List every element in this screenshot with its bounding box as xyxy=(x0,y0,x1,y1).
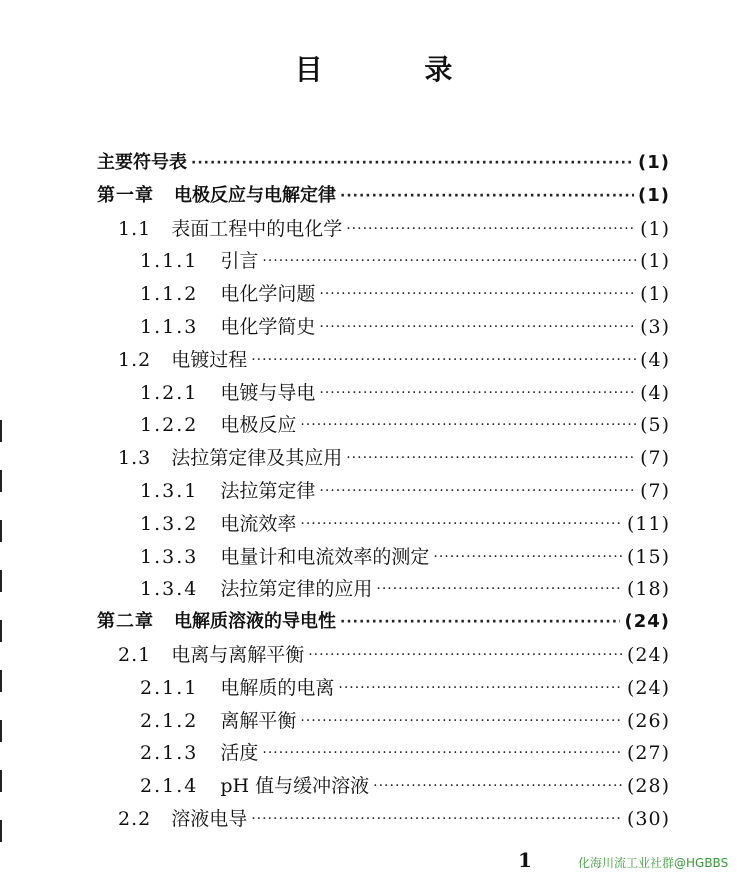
toc-entry-title: 电极反应 xyxy=(220,414,297,437)
dot-leader xyxy=(340,181,634,211)
toc-entry-number: 2.1.1 xyxy=(140,676,199,699)
toc-entry-title: 法拉第定律 xyxy=(220,480,316,502)
toc-entry-page: (7) xyxy=(640,480,670,502)
toc-entry xyxy=(140,771,670,801)
dot-leader xyxy=(262,246,636,276)
toc-entry-page: (1) xyxy=(638,184,670,206)
toc-entry-page: (24) xyxy=(626,644,670,666)
dot-leader xyxy=(319,312,636,342)
dot-leader xyxy=(191,148,634,178)
dot-leader xyxy=(262,738,623,768)
toc-entry-page: (18) xyxy=(626,578,670,601)
scan-edge-mark xyxy=(0,520,2,542)
toc-entry-page: (4) xyxy=(640,381,670,404)
scan-edge-mark xyxy=(0,470,2,492)
toc-entry-number: 1.2.1 xyxy=(140,381,199,404)
toc-entry-title: 电极反应与电解定律 xyxy=(174,184,336,206)
toc-entry xyxy=(97,607,670,637)
scan-edge-mark xyxy=(0,620,2,642)
toc-entry-number: 1.3.3 xyxy=(140,545,199,568)
watermark: 化海川流工业社群@HGBBS xyxy=(578,856,729,870)
toc-entry-title: pH 值与缓冲溶液 xyxy=(220,775,370,798)
dot-leader xyxy=(376,574,623,604)
toc-entry xyxy=(97,148,670,178)
dot-leader xyxy=(340,607,620,637)
page-number: 1 xyxy=(518,848,532,872)
toc-entry-number: 1.3.4 xyxy=(140,578,199,601)
toc-entry-page: (28) xyxy=(626,775,670,798)
page-title: 目 录 xyxy=(294,53,499,86)
toc-entry-number: 1.3.2 xyxy=(140,512,199,535)
toc-entry-title: 电镀与导电 xyxy=(220,381,316,404)
toc-entry-number: 2.1.4 xyxy=(140,775,199,798)
scan-edge-mark xyxy=(0,570,2,592)
toc-entry-page: (24) xyxy=(624,611,670,633)
dot-leader xyxy=(346,214,636,244)
toc-entry-page: (26) xyxy=(626,709,670,732)
scan-edge-mark xyxy=(0,720,2,742)
dot-leader xyxy=(319,476,636,506)
toc-entry-title: 表面工程中的电化学 xyxy=(171,217,343,240)
dot-leader xyxy=(338,673,623,703)
toc-entry xyxy=(140,509,670,539)
toc-entry xyxy=(140,542,670,572)
dot-leader xyxy=(300,410,636,440)
toc-entry xyxy=(140,706,670,736)
toc-entry-title: 电离与离解平衡 xyxy=(171,644,305,666)
dot-leader xyxy=(251,345,636,375)
toc-entry-number: 第一章 xyxy=(97,184,154,206)
dot-leader xyxy=(319,279,636,309)
toc-entry-page: (1) xyxy=(640,283,670,306)
toc-entry-page: (3) xyxy=(640,316,670,338)
toc-entry-title: 引言 xyxy=(220,250,259,273)
toc-entry-title: 法拉第定律的应用 xyxy=(220,578,373,601)
dot-leader xyxy=(319,378,636,408)
toc-entry-title: 电化学问题 xyxy=(220,283,316,306)
toc-entry-number: 1.1.1 xyxy=(140,250,199,273)
toc-entry-page: (27) xyxy=(626,742,670,765)
toc-entry xyxy=(97,181,670,211)
toc-entry-title: 离解平衡 xyxy=(220,709,297,732)
toc-entry xyxy=(140,246,670,276)
toc-entry xyxy=(140,378,670,408)
toc-entry-number: 1.3.1 xyxy=(140,480,199,502)
toc-entry-title: 活度 xyxy=(220,742,259,765)
toc-entry-page: (5) xyxy=(640,414,670,437)
toc-entry-page: (1) xyxy=(640,250,670,273)
scan-edge-mark xyxy=(0,420,2,442)
toc-entry-number: 1.3 xyxy=(118,447,152,470)
toc-entry-number: 1.2 xyxy=(118,348,152,371)
dot-leader xyxy=(251,804,623,834)
toc-entry-title: 电解质的电离 xyxy=(220,676,335,699)
toc-entry xyxy=(118,443,670,473)
toc-entry xyxy=(118,804,670,834)
toc-entry xyxy=(140,410,670,440)
toc-entry-title: 主要符号表 xyxy=(97,152,187,173)
toc-entry-page: (1) xyxy=(638,152,670,173)
toc-entry-number: 2.2 xyxy=(118,808,152,830)
dot-leader xyxy=(433,542,623,572)
scan-edge-mark xyxy=(0,770,2,792)
toc-entry-page: (30) xyxy=(626,808,670,830)
toc-entry-number: 1.1.2 xyxy=(140,283,199,306)
toc-entry-page: (24) xyxy=(626,676,670,699)
toc-entry xyxy=(118,640,670,670)
toc-entry-title: 电解质溶液的导电性 xyxy=(174,611,336,633)
toc-entry-title: 溶液电导 xyxy=(171,808,248,830)
toc-entry-number: 1.1.3 xyxy=(140,316,199,338)
dot-leader xyxy=(300,706,623,736)
toc-entry xyxy=(140,574,670,604)
toc-entry-page: (7) xyxy=(640,447,670,470)
toc-entry-title: 电化学简史 xyxy=(220,316,316,338)
dot-leader xyxy=(373,771,623,801)
toc-entry xyxy=(118,345,670,375)
toc-entry xyxy=(140,738,670,768)
toc-entry-title: 电量计和电流效率的测定 xyxy=(220,545,430,568)
dot-leader xyxy=(346,443,636,473)
toc-entry-number: 1.1 xyxy=(118,217,152,240)
toc-entry xyxy=(118,214,670,244)
toc-entry xyxy=(140,476,670,506)
scan-edge-mark xyxy=(0,670,2,692)
toc-entry xyxy=(140,673,670,703)
dot-leader xyxy=(308,640,623,670)
toc-entry xyxy=(140,312,670,342)
toc-entry-title: 法拉第定律及其应用 xyxy=(171,447,343,470)
toc-entry-number: 1.2.2 xyxy=(140,414,199,437)
toc-entry-page: (15) xyxy=(626,545,670,568)
toc-entry-page: (1) xyxy=(640,217,670,240)
toc-entry-page: (4) xyxy=(640,348,670,371)
toc-entry xyxy=(140,279,670,309)
scan-edge-mark xyxy=(0,820,2,842)
toc-entry-number: 2.1 xyxy=(118,644,152,666)
toc-entry-number: 2.1.2 xyxy=(140,709,199,732)
toc-entry-title: 电镀过程 xyxy=(171,348,248,371)
toc-entry-title: 电流效率 xyxy=(220,512,297,535)
dot-leader xyxy=(300,509,623,539)
toc-entry-number: 2.1.3 xyxy=(140,742,199,765)
toc-entry-page: (11) xyxy=(626,512,670,535)
toc-entry-number: 第二章 xyxy=(97,611,154,633)
